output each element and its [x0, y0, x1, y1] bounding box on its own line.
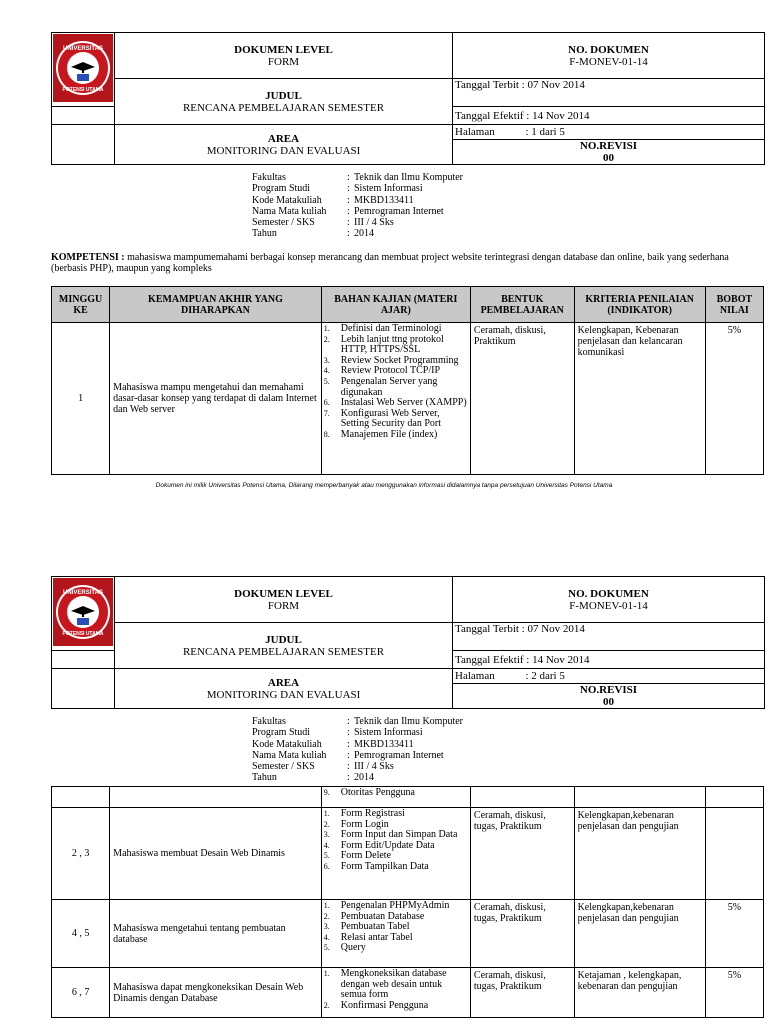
doc-level-value: FORM	[267, 599, 300, 612]
list-item: Definisi dan Terminologi	[340, 323, 442, 334]
list-item: Relasi antar Tabel	[340, 931, 413, 943]
info-key: Kode Matakuliah	[252, 194, 322, 206]
logo-text-bottom: POTENSI UTAMA	[62, 631, 104, 637]
logo-cell	[52, 577, 115, 651]
list-item: Konfigurasi Web Server, Setting Security dan Port	[340, 407, 442, 430]
col-bobot: BOBOT NILAI	[705, 287, 763, 323]
cell-bahan: 1. Definisi dan Terminologi 2. Lebih lanjut ttng protokol HTTP, HTTPS/SSL 3. Review Socket Programming 4. Review Protocol TCP/IP 5. Pengenalan Server yang digunakan 6. Instalasi Web Server (XAMPP) 7. Konfigurasi Web Server, Setting Security dan Port 8. Manajemen File (index)	[321, 323, 470, 475]
list-item: Form Tampilkan Data	[340, 860, 429, 872]
info-value: III / 4 Sks	[354, 217, 394, 229]
no-dokumen-value: F-MONEV-01-14	[569, 599, 648, 612]
university-logo	[52, 33, 114, 103]
list-item: Query	[340, 942, 366, 954]
info-key: Tahun	[252, 228, 277, 240]
logo-text-top: UNIVERSITAS	[63, 46, 103, 52]
info-value: MKBD133411	[354, 194, 414, 206]
area-value: MONITORING DAN EVALUASI	[206, 688, 361, 701]
list-item: Manajemen File (index)	[340, 428, 438, 440]
halaman-value: : 2 dari 5	[525, 670, 565, 682]
cell-bobot: 5%	[705, 323, 763, 475]
no-revisi-value: 00	[603, 696, 614, 708]
no-revisi-cell	[453, 140, 765, 165]
cell-bentuk: Ceramah, diskusi, Praktikum	[470, 323, 574, 475]
cell-bobot: 5%	[705, 900, 763, 968]
course-info: Fakultas : Teknik dan Ilmu Komputer Program Studi : Sistem Informasi Kode Matakuliah : MKBD133411 Nama Mata kuliah : Pemrograman Internet Semester / SKS : III / 4 Sks Tahun : 2014	[252, 172, 463, 240]
list-item: Lebih lanjut ttng protokol HTTP, HTTPS/SSL	[340, 333, 444, 356]
no-revisi-label: NO.REVISI	[579, 684, 638, 696]
cell-minggu: 2 , 3	[52, 808, 110, 900]
doc-level-value: FORM	[267, 55, 300, 68]
area-label: AREA	[267, 132, 300, 145]
info-value: Pemrograman Internet	[354, 749, 444, 761]
list-item: Pembuatan Tabel	[340, 921, 410, 933]
no-dokumen-value: F-MONEV-01-14	[569, 55, 648, 68]
rps-table	[51, 286, 764, 475]
info-key: Program Studi	[252, 183, 311, 195]
judul-cell	[115, 79, 453, 125]
info-value: Teknik dan Ilmu Komputer	[354, 716, 463, 727]
tgl-terbit: Tanggal Terbit : 07 Nov 2014	[453, 79, 765, 107]
info-value: Sistem Informasi	[354, 727, 423, 739]
kompetensi	[51, 252, 751, 274]
table-row	[52, 787, 764, 808]
cell-minggu: 1	[52, 323, 110, 475]
info-value: Teknik dan Ilmu Komputer	[354, 172, 463, 183]
logo-cell	[52, 33, 115, 107]
doc-level-label: DOKUMEN LEVEL	[234, 43, 333, 56]
cell-bahan: 1. Mengkoneksikan database dengan web desain untuk semua form 2. Konfirmasi Pengguna	[321, 968, 470, 1018]
no-revisi-cell	[453, 684, 765, 709]
kompetensi-text: mahasiswa mampumemahami berbagai konsep merancang dan membuat project website terintegrasi dengan database dan online, baik yang sederhana (berbasis PHP), maupun yang kompleks	[51, 252, 729, 274]
judul-value: RENCANA PEMBELAJARAN SEMESTER	[182, 101, 385, 114]
no-revisi-label: NO.REVISI	[579, 140, 638, 152]
list-item: Pengenalan PHPMyAdmin	[340, 900, 450, 911]
list-item: Review Protocol TCP/IP	[340, 365, 441, 377]
list-item: Form Edit/Update Data	[340, 839, 435, 851]
no-dokumen-label: NO. DOKUMEN	[568, 43, 649, 56]
info-key: Kode Matakuliah	[252, 738, 322, 750]
info-value: 2014	[354, 772, 374, 784]
logo-text-bottom: POTENSI UTAMA	[62, 87, 104, 93]
cell-kriteria: Kelengkapan,kebenaran penjelasan dan pengujian	[574, 808, 705, 900]
cell-bentuk: Ceramah, diskusi, tugas, Praktikum	[470, 968, 574, 1018]
cell-kemampuan: Mahasiswa membuat Desain Web Dinamis	[110, 808, 322, 900]
area-cell	[115, 669, 453, 709]
halaman-value: : 1 dari 5	[525, 126, 565, 138]
cell-minggu: 6 , 7	[52, 968, 110, 1018]
cell-kriteria: Ketajaman , kelengkapan, kebenaran dan pengujian	[574, 968, 705, 1018]
col-bentuk: BENTUK PEMBELAJARAN	[470, 287, 574, 323]
judul-label: JUDUL	[265, 633, 302, 646]
halaman-label: Halaman	[455, 126, 495, 138]
header-table	[51, 576, 765, 709]
cell-bobot	[705, 808, 763, 900]
cell-bobot: 5%	[705, 968, 763, 1018]
info-key: Program Studi	[252, 727, 311, 739]
no-dokumen-cell	[453, 33, 765, 79]
col-minggu: MINGGU KE	[52, 287, 110, 323]
judul-label: JUDUL	[265, 89, 302, 102]
cell-bentuk: Ceramah, diskusi, tugas, Praktikum	[470, 808, 574, 900]
university-logo	[52, 577, 114, 647]
header-table	[51, 32, 765, 165]
cell-kriteria: Kelengkapan,kebenaran penjelasan dan pengujian	[574, 900, 705, 968]
course-info: Fakultas : Teknik dan Ilmu Komputer Program Studi : Sistem Informasi Kode Matakuliah : MKBD133411 Nama Mata kuliah : Pemrograman Internet Semester / SKS : III / 4 Sks Tahun : 2014	[252, 716, 463, 784]
info-key: Semester / SKS	[252, 217, 315, 229]
list-item: Form Delete	[340, 850, 392, 862]
footer-note: Dokumen ini milik Universitas Potensi Utama, Dilarang memperbanyak atau menggunakan informasi didalamnya tanpa persetujuan Universitas Potensi Utama	[155, 482, 613, 489]
list-item: Mengkoneksikan database dengan web desain untuk semua form	[340, 968, 447, 1001]
cell-bahan: 1. Form Registrasi 2. Form Login 3. Form Input dan Simpan Data 4. Form Edit/Update Data 5. Form Delete 6. Form Tampilkan Data	[321, 808, 470, 900]
list-item: Pengenalan Server yang digunakan	[340, 375, 438, 398]
info-key: Fakultas	[252, 716, 286, 727]
halaman-cell	[453, 125, 765, 140]
info-value: Sistem Informasi	[354, 183, 423, 195]
list-item: Otoritas Pengguna	[340, 787, 415, 798]
cell-kemampuan: Mahasiswa mampu mengetahui dan memahami dasar-dasar konsep yang terdapat di dalam Internet dan Web server	[110, 323, 322, 475]
cell-bahan: 9. Otoritas Pengguna	[321, 787, 470, 808]
judul-cell	[115, 623, 453, 669]
area-label: AREA	[267, 676, 300, 689]
no-dokumen-cell	[453, 577, 765, 623]
halaman-cell	[453, 669, 765, 684]
list-item: Form Input dan Simpan Data	[340, 829, 458, 841]
kompetensi-label: KOMPETENSI :	[51, 252, 125, 263]
cell-minggu: 4 , 5	[52, 900, 110, 968]
list-item: Pembuatan Database	[340, 910, 425, 922]
col-kemampuan: KEMAMPUAN AKHIR YANG DIHARAPKAN	[110, 287, 322, 323]
info-value: III / 4 Sks	[354, 761, 394, 773]
no-revisi-value: 00	[603, 152, 614, 164]
logo-text-top: UNIVERSITAS	[63, 590, 103, 596]
doc-level-cell	[115, 577, 453, 623]
area-cell	[115, 125, 453, 165]
info-key: Semester / SKS	[252, 761, 315, 773]
table-row	[52, 808, 764, 900]
list-item: Form Login	[340, 818, 389, 830]
judul-value: RENCANA PEMBELAJARAN SEMESTER	[182, 645, 385, 658]
table-row	[52, 968, 764, 1018]
tgl-efektif: Tanggal Efektif : 14 Nov 2014	[453, 107, 765, 125]
info-value: MKBD133411	[354, 738, 414, 750]
list-item: Form Registrasi	[340, 808, 405, 819]
tgl-terbit: Tanggal Terbit : 07 Nov 2014	[453, 623, 765, 651]
info-value: 2014	[354, 228, 374, 240]
area-value: MONITORING DAN EVALUASI	[206, 144, 361, 157]
info-key: Fakultas	[252, 172, 286, 183]
info-key: Nama Mata kuliah	[252, 205, 327, 217]
table-row	[52, 323, 764, 475]
col-kriteria: KRITERIA PENILAIAN (INDIKATOR)	[574, 287, 705, 323]
cell-bahan: 1. Pengenalan PHPMyAdmin 2. Pembuatan Database 3. Pembuatan Tabel 4. Relasi antar Tabel 5. Query	[321, 900, 470, 968]
doc-level-label: DOKUMEN LEVEL	[234, 587, 333, 600]
info-value: Pemrograman Internet	[354, 205, 444, 217]
doc-level-cell	[115, 33, 453, 79]
cell-kemampuan: Mahasiswa mengetahui tentang pembuatan database	[110, 900, 322, 968]
rps-table-continued	[51, 786, 764, 1018]
no-dokumen-label: NO. DOKUMEN	[568, 587, 649, 600]
tgl-efektif: Tanggal Efektif : 14 Nov 2014	[453, 651, 765, 669]
halaman-label: Halaman	[455, 670, 495, 682]
table-row	[52, 900, 764, 968]
cell-kemampuan: Mahasiswa dapat mengkoneksikan Desain Web Dinamis dengan Database	[110, 968, 322, 1018]
col-bahan: BAHAN KAJIAN (MATERI AJAR)	[321, 287, 470, 323]
list-item: Instalasi Web Server (XAMPP)	[340, 397, 467, 409]
cell-kriteria: Kelengkapan, Kebenaran penjelasan dan kelancaran komunikasi	[574, 323, 705, 475]
info-key: Tahun	[252, 772, 277, 784]
list-item: Review Socket Programming	[340, 354, 459, 366]
info-key: Nama Mata kuliah	[252, 749, 327, 761]
cell-bentuk: Ceramah, diskusi, tugas, Praktikum	[470, 900, 574, 968]
list-item: Konfirmasi Pengguna	[340, 999, 429, 1011]
